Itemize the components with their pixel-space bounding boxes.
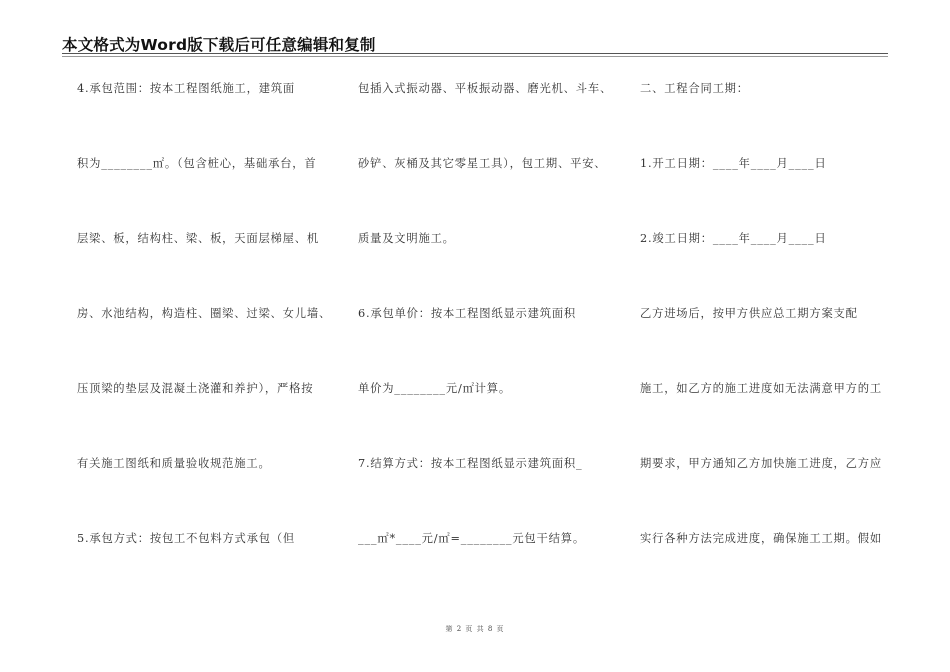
paragraph-line: ___㎡*____元/㎡=________元包干结算。 (358, 532, 585, 545)
document-header-title: 本文格式为Word版下载后可任意编辑和复制 (62, 36, 376, 54)
paragraph-line: 施工，如乙方的施工进度如无法满意甲方的工 (640, 382, 882, 395)
header-rule (62, 53, 888, 54)
paragraph-line: 二、工程合同工期： (640, 82, 749, 95)
paragraph-line: 2.竣工日期：____年____月____日 (640, 232, 827, 245)
paragraph-line: 实行各种方法完成进度，确保施工工期。假如 (640, 532, 882, 545)
paragraph-line: 1.开工日期：____年____月____日 (640, 157, 827, 170)
paragraph-line: 4.承包范围：按本工程图纸施工，建筑面 (77, 82, 296, 95)
paragraph-line: 层梁、板，结构柱、梁、板，天面层梯屋、机 (77, 232, 319, 245)
paragraph-line: 质量及文明施工。 (358, 232, 455, 245)
header-rule-thin (62, 56, 888, 57)
paragraph-line: 期要求，甲方通知乙方加快施工进度，乙方应 (640, 457, 882, 470)
paragraph-line: 房、水池结构，构造柱、圈梁、过梁、女儿墙、 (77, 307, 332, 320)
paragraph-line: 单价为________元/㎡计算。 (358, 382, 511, 395)
paragraph-line: 5.承包方式：按包工不包料方式承包（但 (77, 532, 296, 545)
paragraph-line: 积为________㎡。（包含桩心，基础承台，首 (77, 157, 317, 170)
paragraph-line: 乙方进场后，按甲方供应总工期方案支配 (640, 307, 858, 320)
paragraph-line: 有关施工图纸和质量验收规范施工。 (77, 457, 271, 470)
paragraph-line: 7.结算方式：按本工程图纸显示建筑面积_ (358, 457, 583, 470)
paragraph-line: 压顶梁的垫层及混凝土浇灌和养护），严格按 (77, 382, 314, 395)
page-number-footer: 第 2 页 共 8 页 (445, 625, 505, 633)
paragraph-line: 包插入式振动器、平板振动器、磨光机、斗车、 (358, 82, 613, 95)
paragraph-line: 6.承包单价：按本工程图纸显示建筑面积 (358, 307, 577, 320)
paragraph-line: 砂铲、灰桶及其它零星工具），包工期、平安、 (358, 157, 607, 170)
